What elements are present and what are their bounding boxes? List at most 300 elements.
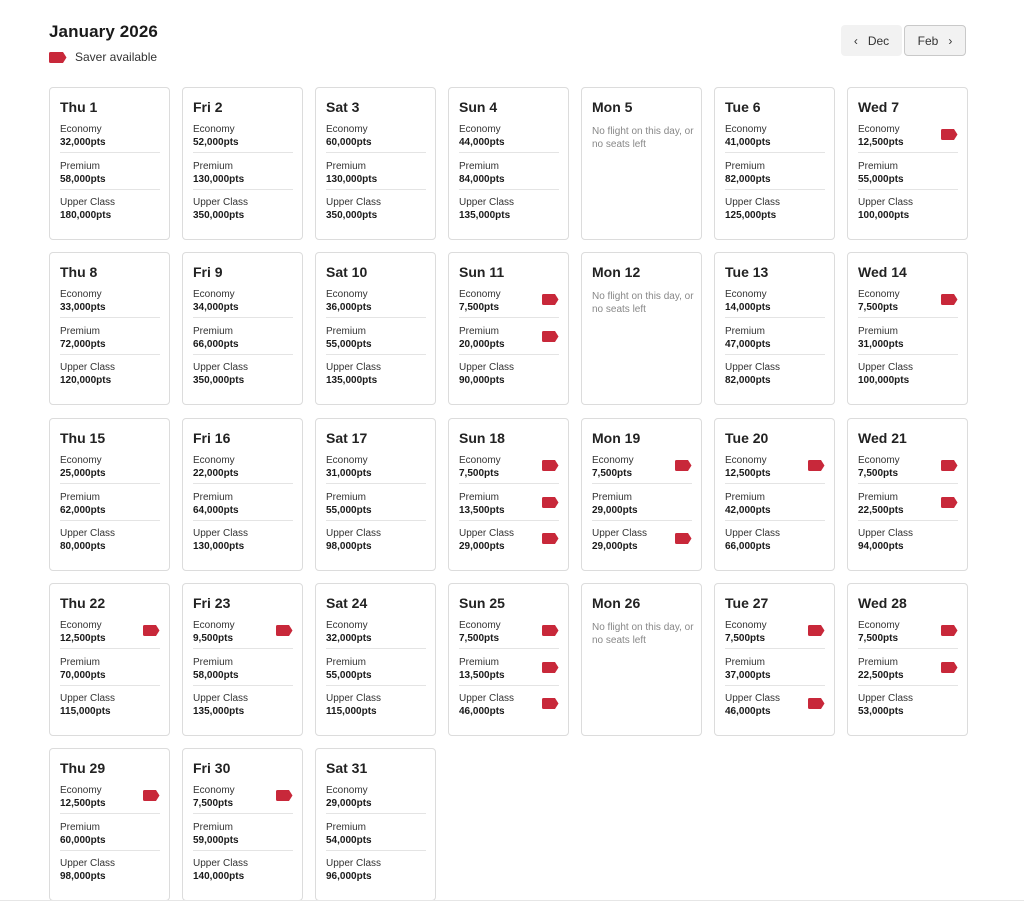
fare-row[interactable] (858, 124, 958, 149)
fare-class: Premium (60, 326, 101, 337)
fare-points: 54,000pts (326, 835, 372, 846)
fare-row[interactable] (60, 492, 160, 517)
fare-class: Premium (60, 822, 101, 833)
day-label: Sat 3 (326, 99, 360, 115)
fare-row[interactable] (725, 362, 825, 387)
divider (193, 648, 293, 649)
day-card[interactable] (315, 252, 436, 405)
fare-class: Upper Class (459, 362, 515, 373)
fare-points: 22,500pts (858, 505, 904, 516)
fare-row[interactable] (459, 362, 559, 387)
prev-month-button[interactable] (841, 25, 902, 56)
fare-row[interactable] (858, 362, 958, 387)
fare-points: 98,000pts (60, 871, 106, 882)
divider (725, 648, 825, 649)
fare-class: Economy (326, 289, 368, 300)
fare-row[interactable] (60, 326, 160, 351)
fare-row[interactable] (326, 455, 426, 480)
fare-row[interactable] (858, 455, 958, 480)
fare-class: Upper Class (459, 693, 515, 704)
day-label: Tue 27 (725, 595, 769, 611)
tag-icon (542, 458, 559, 469)
page-title: January 2026 (49, 22, 158, 41)
fare-row[interactable] (725, 124, 825, 149)
fare-class: Economy (60, 620, 102, 631)
day-label: Fri 16 (193, 430, 231, 446)
fare-class: Premium (725, 326, 766, 337)
fare-row[interactable] (725, 620, 825, 645)
fare-class: Economy (193, 124, 235, 135)
fare-points: 82,000pts (725, 174, 771, 185)
fare-row[interactable] (60, 822, 160, 847)
fare-class: Premium (60, 161, 101, 172)
fare-points: 7,500pts (459, 302, 500, 313)
fare-row[interactable] (459, 124, 559, 149)
fare-row[interactable] (193, 693, 293, 718)
fare-row[interactable] (459, 492, 559, 517)
fare-row[interactable] (326, 822, 426, 847)
day-label: Tue 13 (725, 264, 769, 280)
day-card[interactable] (315, 583, 436, 736)
day-card[interactable] (448, 418, 569, 571)
day-card[interactable] (49, 583, 170, 736)
fare-row[interactable] (858, 161, 958, 186)
fare-class: Premium (60, 657, 101, 668)
divider (459, 317, 559, 318)
fare-class: Upper Class (459, 528, 515, 539)
no-flight-text: No flight on this day, or no seats left (592, 622, 694, 646)
tag-icon (542, 292, 559, 303)
day-card[interactable] (448, 583, 569, 736)
divider (459, 189, 559, 190)
fare-row[interactable] (858, 492, 958, 517)
fare-points: 72,000pts (60, 339, 106, 350)
fare-class: Premium (459, 161, 500, 172)
fare-row[interactable] (193, 620, 293, 645)
next-month-button[interactable] (904, 25, 966, 56)
fare-row[interactable] (459, 657, 559, 682)
fare-row[interactable] (60, 620, 160, 645)
fare-row[interactable] (60, 657, 160, 682)
tag-icon (276, 788, 293, 799)
day-label: Thu 15 (60, 430, 106, 446)
fare-class: Economy (60, 785, 102, 796)
day-card[interactable] (581, 87, 702, 240)
fare-class: Premium (858, 492, 899, 503)
day-card[interactable] (49, 748, 170, 901)
tag-icon (542, 495, 559, 506)
fare-class: Premium (326, 492, 367, 503)
day-label: Tue 20 (725, 430, 769, 446)
day-card[interactable] (315, 748, 436, 901)
divider (592, 520, 692, 521)
fare-class: Premium (326, 822, 367, 833)
fare-class: Premium (326, 161, 367, 172)
fare-row[interactable] (459, 289, 559, 314)
fare-row[interactable] (326, 197, 426, 222)
fare-class: Upper Class (326, 197, 382, 208)
fare-class: Upper Class (725, 362, 781, 373)
divider (326, 850, 426, 851)
next-month-label: Feb (917, 33, 939, 48)
divider (193, 152, 293, 153)
fare-points: 47,000pts (725, 339, 771, 350)
fare-class: Upper Class (725, 693, 781, 704)
fare-points: 29,000pts (592, 541, 638, 552)
fare-points: 12,500pts (60, 798, 106, 809)
day-card[interactable] (714, 87, 835, 240)
fare-row[interactable] (858, 197, 958, 222)
fare-points: 7,500pts (459, 468, 500, 479)
fare-points: 120,000pts (60, 375, 112, 386)
fare-class: Premium (193, 657, 234, 668)
divider (858, 648, 958, 649)
fare-points: 55,000pts (326, 670, 372, 681)
fare-class: Economy (459, 620, 501, 631)
fare-row[interactable] (60, 289, 160, 314)
fare-points: 31,000pts (858, 339, 904, 350)
fare-points: 70,000pts (60, 670, 106, 681)
fare-row[interactable] (725, 455, 825, 480)
fare-class: Premium (459, 326, 500, 337)
fare-row[interactable] (592, 455, 692, 480)
fare-class: Upper Class (193, 197, 249, 208)
divider (725, 189, 825, 190)
fare-points: 34,000pts (193, 302, 239, 313)
fare-points: 350,000pts (193, 375, 245, 386)
divider (60, 685, 160, 686)
fare-row[interactable] (60, 693, 160, 718)
fare-row[interactable] (858, 657, 958, 682)
fare-points: 66,000pts (725, 541, 771, 552)
day-card[interactable] (49, 252, 170, 405)
saver-legend (49, 50, 158, 64)
fare-row[interactable] (60, 455, 160, 480)
fare-points: 58,000pts (60, 174, 106, 185)
divider (459, 520, 559, 521)
divider (193, 850, 293, 851)
divider (60, 813, 160, 814)
fare-points: 135,000pts (459, 210, 511, 221)
fare-row[interactable] (725, 528, 825, 553)
day-card[interactable] (714, 252, 835, 405)
fare-row[interactable] (326, 492, 426, 517)
fare-class: Upper Class (193, 858, 249, 869)
fare-class: Economy (592, 455, 634, 466)
fare-points: 7,500pts (858, 633, 899, 644)
fare-row[interactable] (725, 693, 825, 718)
day-label: Wed 21 (858, 430, 907, 446)
fare-row[interactable] (193, 657, 293, 682)
tag-icon (542, 696, 559, 707)
no-flight-text: No flight on this day, or no seats left (592, 126, 694, 150)
fare-points: 46,000pts (459, 706, 505, 717)
fare-row[interactable] (725, 197, 825, 222)
fare-class: Premium (60, 492, 101, 503)
divider (858, 685, 958, 686)
day-label: Fri 23 (193, 595, 231, 611)
day-card[interactable] (847, 252, 968, 405)
day-label: Thu 1 (60, 99, 98, 115)
fare-class: Premium (193, 822, 234, 833)
day-label: Sat 31 (326, 760, 368, 776)
fare-class: Upper Class (60, 197, 116, 208)
fare-row[interactable] (326, 657, 426, 682)
day-label: Tue 6 (725, 99, 761, 115)
fare-points: 32,000pts (60, 137, 106, 148)
fare-points: 20,000pts (459, 339, 505, 350)
divider (326, 189, 426, 190)
fare-class: Economy (858, 289, 900, 300)
fare-row[interactable] (60, 124, 160, 149)
fare-class: Economy (326, 455, 368, 466)
fare-points: 37,000pts (725, 670, 771, 681)
fare-row[interactable] (326, 693, 426, 718)
fare-points: 125,000pts (725, 210, 777, 221)
fare-row[interactable] (193, 289, 293, 314)
day-card[interactable] (448, 252, 569, 405)
fare-class: Premium (725, 161, 766, 172)
fare-points: 7,500pts (858, 468, 899, 479)
day-label: Sun 25 (459, 595, 505, 611)
tag-icon (941, 660, 958, 671)
day-card[interactable] (714, 583, 835, 736)
divider (592, 483, 692, 484)
fare-points: 59,000pts (193, 835, 239, 846)
divider (193, 354, 293, 355)
fare-class: Economy (858, 620, 900, 631)
fare-class: Premium (459, 657, 500, 668)
fare-points: 33,000pts (60, 302, 106, 313)
day-label: Sat 10 (326, 264, 368, 280)
fare-row[interactable] (858, 528, 958, 553)
fare-row[interactable] (725, 492, 825, 517)
fare-row[interactable] (326, 858, 426, 883)
fare-row[interactable] (592, 492, 692, 517)
divider (60, 850, 160, 851)
fare-row[interactable] (459, 455, 559, 480)
divider (60, 189, 160, 190)
fare-row[interactable] (193, 822, 293, 847)
day-card[interactable] (315, 418, 436, 571)
fare-row[interactable] (459, 528, 559, 553)
fare-class: Premium (592, 492, 633, 503)
fare-points: 7,500pts (592, 468, 633, 479)
fare-row[interactable] (725, 657, 825, 682)
fare-row[interactable] (459, 161, 559, 186)
fare-row[interactable] (193, 528, 293, 553)
day-card[interactable] (315, 87, 436, 240)
day-label: Thu 29 (60, 760, 106, 776)
day-card[interactable] (581, 252, 702, 405)
day-card[interactable] (182, 748, 303, 901)
fare-points: 130,000pts (193, 174, 245, 185)
day-card[interactable] (49, 418, 170, 571)
fare-points: 115,000pts (326, 706, 377, 717)
day-card[interactable] (714, 418, 835, 571)
fare-row[interactable] (326, 289, 426, 314)
fare-row[interactable] (193, 455, 293, 480)
divider (326, 648, 426, 649)
day-label: Sun 4 (459, 99, 498, 115)
fare-row[interactable] (326, 326, 426, 351)
day-card[interactable] (49, 87, 170, 240)
fare-class: Premium (326, 326, 367, 337)
fare-row[interactable] (60, 528, 160, 553)
chevron-left-icon: ‹ (853, 33, 858, 48)
fare-row[interactable] (60, 858, 160, 883)
fare-points: 82,000pts (725, 375, 771, 386)
day-card[interactable] (847, 418, 968, 571)
fare-class: Economy (193, 620, 235, 631)
tag-icon (143, 623, 160, 634)
fare-class: Upper Class (725, 528, 781, 539)
fare-row[interactable] (725, 326, 825, 351)
fare-row[interactable] (858, 326, 958, 351)
fare-class: Economy (326, 620, 368, 631)
divider (326, 354, 426, 355)
tag-icon (941, 458, 958, 469)
fare-class: Premium (725, 657, 766, 668)
divider (326, 483, 426, 484)
day-label: Mon 19 (592, 430, 641, 446)
divider (858, 520, 958, 521)
fare-points: 29,000pts (459, 541, 505, 552)
fare-class: Premium (326, 657, 367, 668)
day-card[interactable] (847, 583, 968, 736)
fare-class: Upper Class (193, 693, 249, 704)
fare-row[interactable] (60, 161, 160, 186)
tag-icon (542, 660, 559, 671)
tag-icon (49, 52, 67, 63)
fare-points: 32,000pts (326, 633, 372, 644)
day-card[interactable] (182, 87, 303, 240)
fare-row[interactable] (725, 161, 825, 186)
fare-row[interactable] (193, 785, 293, 810)
fare-points: 100,000pts (858, 210, 910, 221)
day-label: Mon 12 (592, 264, 641, 280)
fare-row[interactable] (193, 858, 293, 883)
fare-row[interactable] (60, 197, 160, 222)
day-card[interactable] (182, 252, 303, 405)
fare-points: 84,000pts (459, 174, 505, 185)
day-label: Wed 14 (858, 264, 907, 280)
chevron-right-icon: › (948, 33, 953, 48)
divider (326, 813, 426, 814)
fare-points: 80,000pts (60, 541, 106, 552)
day-card[interactable] (581, 583, 702, 736)
fare-row[interactable] (459, 326, 559, 351)
fare-row[interactable] (459, 693, 559, 718)
fare-row[interactable] (858, 289, 958, 314)
tag-icon (276, 623, 293, 634)
fare-points: 60,000pts (326, 137, 372, 148)
tag-icon (675, 458, 692, 469)
divider (60, 648, 160, 649)
tag-icon (808, 623, 825, 634)
fare-row[interactable] (326, 124, 426, 149)
day-label: Fri 9 (193, 264, 223, 280)
fare-points: 100,000pts (858, 375, 910, 386)
fare-row[interactable] (326, 362, 426, 387)
fare-points: 180,000pts (60, 210, 112, 221)
day-label: Mon 26 (592, 595, 641, 611)
month-nav (841, 25, 966, 56)
fare-row[interactable] (326, 528, 426, 553)
fare-class: Economy (725, 455, 767, 466)
fare-class: Upper Class (60, 693, 116, 704)
day-card[interactable] (182, 418, 303, 571)
day-card[interactable] (847, 87, 968, 240)
fare-row[interactable] (326, 161, 426, 186)
fare-points: 66,000pts (193, 339, 239, 350)
fare-class: Upper Class (858, 693, 914, 704)
fare-row[interactable] (193, 161, 293, 186)
divider (193, 483, 293, 484)
fare-points: 55,000pts (326, 339, 372, 350)
fare-row[interactable] (326, 620, 426, 645)
fare-points: 135,000pts (326, 375, 378, 386)
fare-row[interactable] (193, 362, 293, 387)
fare-points: 62,000pts (60, 505, 106, 516)
fare-row[interactable] (193, 492, 293, 517)
fare-points: 29,000pts (326, 798, 372, 809)
fare-row[interactable] (60, 362, 160, 387)
fare-row[interactable] (858, 620, 958, 645)
fare-class: Economy (60, 455, 102, 466)
fare-class: Premium (459, 492, 500, 503)
fare-class: Economy (725, 289, 767, 300)
fare-row[interactable] (459, 197, 559, 222)
fare-row[interactable] (459, 620, 559, 645)
fare-points: 98,000pts (326, 541, 372, 552)
fare-points: 94,000pts (858, 541, 904, 552)
day-card[interactable] (182, 583, 303, 736)
tag-icon (808, 458, 825, 469)
fare-row[interactable] (193, 124, 293, 149)
fare-class: Upper Class (326, 693, 382, 704)
fare-points: 130,000pts (326, 174, 378, 185)
fare-row[interactable] (193, 197, 293, 222)
fare-points: 12,500pts (858, 137, 904, 148)
fare-class: Upper Class (326, 858, 382, 869)
fare-points: 13,500pts (459, 505, 505, 516)
fare-points: 90,000pts (459, 375, 505, 386)
fare-class: Economy (193, 289, 235, 300)
tag-icon (542, 531, 559, 542)
fare-class: Economy (459, 455, 501, 466)
fare-row[interactable] (725, 289, 825, 314)
fare-row[interactable] (592, 528, 692, 553)
day-card[interactable] (448, 87, 569, 240)
fare-class: Economy (459, 124, 501, 135)
divider (60, 520, 160, 521)
divider (725, 354, 825, 355)
fare-class: Economy (193, 785, 235, 796)
fare-row[interactable] (60, 785, 160, 810)
fare-class: Upper Class (60, 528, 116, 539)
day-card[interactable] (581, 418, 702, 571)
fare-row[interactable] (193, 326, 293, 351)
fare-points: 55,000pts (858, 174, 904, 185)
divider (60, 152, 160, 153)
fare-class: Economy (459, 289, 501, 300)
fare-row[interactable] (326, 785, 426, 810)
fare-class: Economy (326, 785, 368, 796)
fare-row[interactable] (858, 693, 958, 718)
fare-class: Economy (858, 124, 900, 135)
fare-class: Upper Class (60, 858, 116, 869)
